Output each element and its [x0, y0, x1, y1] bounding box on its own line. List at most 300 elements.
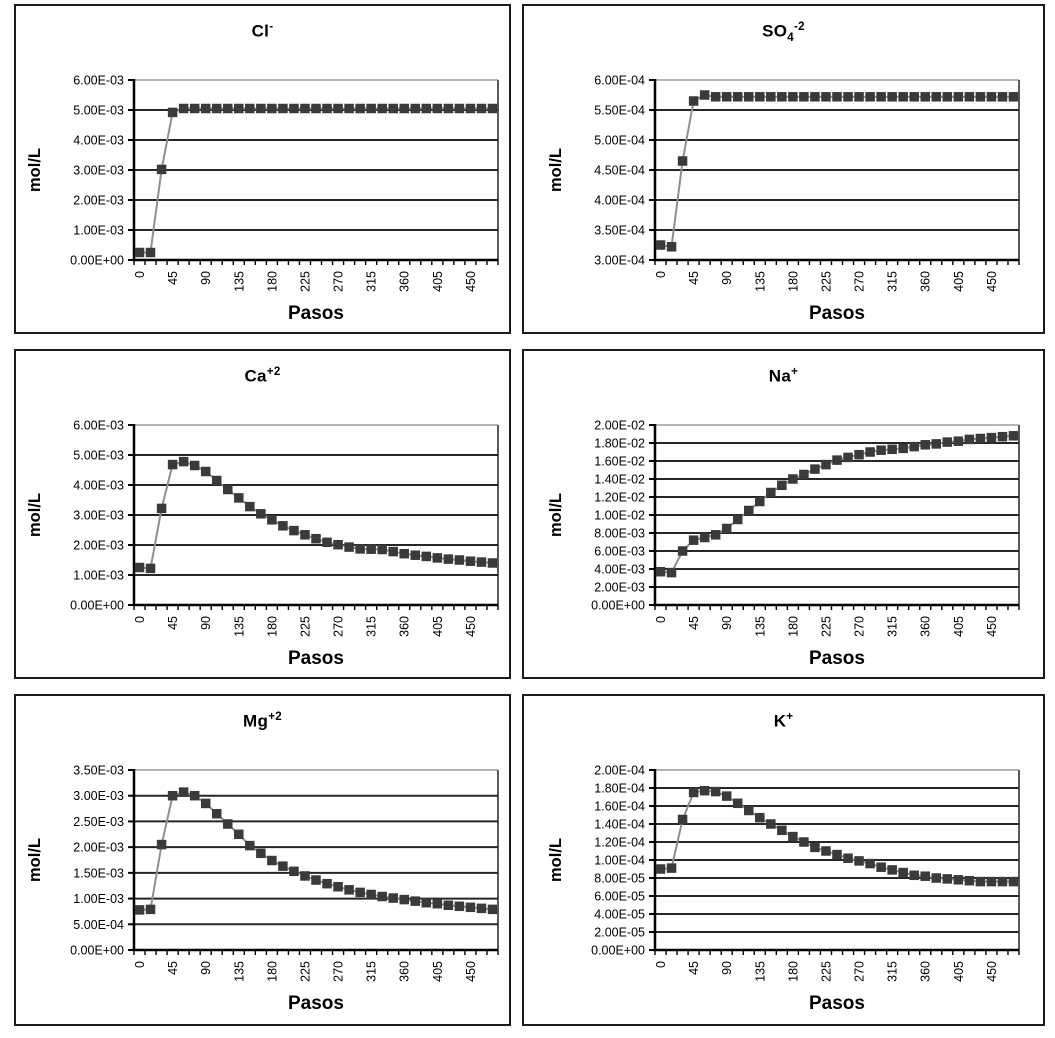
series-marker — [710, 530, 720, 540]
series-marker — [245, 841, 255, 851]
svg-text:360: 360 — [918, 961, 933, 982]
series-marker — [655, 567, 665, 577]
axis-ticks — [128, 425, 498, 610]
series-marker — [278, 104, 288, 114]
series-marker — [211, 104, 221, 114]
svg-text:1.00E-03: 1.00E-03 — [72, 568, 124, 583]
chart-title-sub: 4 — [787, 32, 795, 45]
series-marker — [898, 868, 908, 878]
series-marker — [986, 877, 996, 887]
series-marker — [964, 876, 974, 886]
series-marker — [843, 853, 853, 863]
series-marker — [388, 547, 398, 557]
series-marker — [256, 104, 266, 114]
series-marker — [189, 104, 199, 114]
series-marker — [699, 786, 709, 796]
series-marker — [975, 434, 985, 444]
svg-text:0: 0 — [653, 616, 668, 623]
svg-text:0: 0 — [653, 271, 668, 278]
series-marker — [134, 905, 144, 915]
chart-title-sup: - — [269, 21, 274, 33]
svg-text:180: 180 — [785, 271, 800, 292]
svg-text:6.00E-05: 6.00E-05 — [593, 889, 645, 904]
svg-text:1.60E-04: 1.60E-04 — [593, 799, 645, 814]
svg-text:0.00E+00: 0.00E+00 — [69, 943, 124, 958]
series-marker — [256, 849, 266, 859]
series-marker — [189, 461, 199, 471]
y-tick-labels — [70, 764, 124, 958]
svg-text:6.00E-03: 6.00E-03 — [593, 544, 645, 559]
series-marker — [986, 92, 996, 102]
y-tick-labels — [591, 419, 645, 613]
series-marker — [898, 444, 908, 454]
gridlines — [655, 770, 1019, 950]
chart-plot-na — [537, 397, 1031, 669]
svg-text:405: 405 — [430, 271, 445, 292]
svg-text:6.00E-03: 6.00E-03 — [72, 73, 124, 88]
series-marker — [322, 538, 332, 548]
series-marker — [788, 474, 798, 484]
series-marker — [487, 104, 497, 114]
y-axis-label: mol/L — [25, 148, 44, 193]
y-tick-labels — [70, 419, 124, 613]
svg-text:270: 270 — [852, 961, 867, 982]
svg-text:360: 360 — [397, 271, 412, 292]
data-series — [655, 431, 1017, 577]
series-marker — [410, 896, 420, 906]
series-marker — [942, 874, 952, 884]
chart-plot-k — [537, 742, 1031, 1014]
series-marker — [975, 92, 985, 102]
series-marker — [156, 165, 166, 175]
svg-text:5.00E-04: 5.00E-04 — [72, 917, 124, 932]
svg-text:360: 360 — [397, 961, 412, 982]
svg-text:135: 135 — [752, 271, 767, 292]
series-marker — [942, 92, 952, 102]
svg-text:0.00E+00: 0.00E+00 — [590, 943, 645, 958]
chart-title — [244, 361, 280, 394]
chart-title — [243, 706, 282, 739]
series-marker — [854, 450, 864, 460]
series-marker — [476, 104, 486, 114]
svg-text:45: 45 — [165, 616, 180, 630]
series-marker — [975, 877, 985, 887]
x-axis-label: Pasos — [287, 303, 344, 325]
svg-text:270: 270 — [852, 616, 867, 637]
series-marker — [666, 863, 676, 873]
series-marker — [399, 549, 409, 559]
svg-text:315: 315 — [364, 961, 379, 982]
series-marker — [476, 904, 486, 914]
series-marker — [732, 515, 742, 525]
series-marker — [843, 92, 853, 102]
y-axis-label: mol/L — [546, 148, 565, 193]
svg-text:90: 90 — [719, 271, 734, 285]
svg-text:405: 405 — [951, 961, 966, 982]
series-marker — [677, 156, 687, 166]
series-marker — [476, 557, 486, 567]
series-marker — [744, 92, 754, 102]
svg-text:1.80E-04: 1.80E-04 — [593, 781, 645, 796]
series-marker — [655, 864, 665, 874]
series-marker — [898, 92, 908, 102]
series-marker — [920, 440, 930, 450]
series-marker — [267, 856, 277, 866]
series-marker — [821, 846, 831, 856]
svg-text:1.00E-04: 1.00E-04 — [593, 853, 645, 868]
series-marker — [333, 882, 343, 892]
series-marker — [766, 92, 776, 102]
series-marker — [443, 901, 453, 911]
x-tick-labels — [654, 961, 999, 982]
series-marker — [145, 564, 155, 574]
series-marker — [278, 861, 288, 870]
svg-text:8.00E-03: 8.00E-03 — [593, 526, 645, 541]
series-marker — [333, 104, 343, 114]
series-marker — [920, 871, 930, 881]
series-marker — [200, 104, 210, 114]
series-marker — [732, 799, 742, 809]
series-marker — [377, 545, 387, 555]
chart-title-main: Ca — [244, 366, 267, 386]
series-marker — [710, 787, 720, 797]
series-marker — [189, 791, 199, 801]
x-tick-labels — [654, 616, 999, 637]
series-marker — [887, 865, 897, 875]
svg-text:5.00E-03: 5.00E-03 — [72, 448, 124, 463]
chart-title-main: K — [773, 711, 787, 731]
svg-text:405: 405 — [951, 616, 966, 637]
series-marker — [234, 104, 244, 114]
svg-text:4.00E-04: 4.00E-04 — [593, 193, 645, 208]
series-marker — [465, 556, 475, 566]
series-marker — [865, 92, 875, 102]
svg-text:405: 405 — [951, 271, 966, 292]
chart-panel-cl — [14, 4, 511, 334]
series-marker — [854, 92, 864, 102]
svg-text:45: 45 — [686, 271, 701, 285]
series-marker — [887, 92, 897, 102]
series-marker — [810, 843, 820, 853]
series-marker — [223, 485, 233, 495]
svg-text:5.00E-04: 5.00E-04 — [593, 133, 645, 148]
svg-text:405: 405 — [430, 616, 445, 637]
svg-text:180: 180 — [264, 961, 279, 982]
series-marker — [377, 892, 387, 902]
svg-text:225: 225 — [818, 616, 833, 637]
chart-title-sup: +2 — [266, 366, 281, 378]
svg-text:45: 45 — [686, 616, 701, 630]
svg-text:4.50E-04: 4.50E-04 — [593, 163, 645, 178]
series-marker — [688, 788, 698, 798]
svg-text:450: 450 — [463, 616, 478, 637]
svg-text:1.20E-04: 1.20E-04 — [593, 835, 645, 850]
series-marker — [799, 837, 809, 847]
chart-title — [252, 16, 274, 49]
series-marker — [688, 535, 698, 545]
svg-text:5.50E-04: 5.50E-04 — [593, 103, 645, 118]
svg-text:90: 90 — [719, 961, 734, 975]
svg-text:180: 180 — [785, 616, 800, 637]
chart-panel-so4 — [522, 4, 1045, 334]
svg-text:270: 270 — [852, 271, 867, 292]
svg-text:3.00E-04: 3.00E-04 — [593, 253, 645, 268]
svg-text:450: 450 — [984, 616, 999, 637]
chart-plot-mg — [16, 742, 510, 1014]
series-marker — [953, 436, 963, 446]
series-marker — [799, 470, 809, 480]
series-marker — [167, 108, 177, 118]
svg-text:2.00E-03: 2.00E-03 — [72, 193, 124, 208]
svg-text:270: 270 — [331, 616, 346, 637]
svg-text:6.00E-03: 6.00E-03 — [72, 418, 124, 433]
svg-text:225: 225 — [818, 271, 833, 292]
series-marker — [876, 862, 886, 872]
series-marker — [876, 445, 886, 455]
series-marker — [677, 546, 687, 556]
series-marker — [953, 92, 963, 102]
series-marker — [1008, 92, 1018, 102]
svg-text:0: 0 — [653, 961, 668, 968]
svg-text:45: 45 — [686, 961, 701, 975]
series-marker — [300, 530, 310, 540]
series-marker — [1008, 877, 1018, 887]
series-marker — [245, 502, 255, 512]
series-marker — [200, 467, 210, 477]
series-marker — [832, 850, 842, 860]
svg-text:4.00E-05: 4.00E-05 — [593, 907, 645, 922]
series-line — [660, 791, 1013, 882]
series-marker — [366, 544, 376, 554]
series-marker — [278, 521, 288, 531]
series-marker — [931, 873, 941, 883]
series-marker — [832, 92, 842, 102]
series-marker — [843, 453, 853, 463]
axis-ticks — [128, 770, 498, 955]
series-marker — [134, 248, 144, 258]
series-marker — [432, 899, 442, 909]
series-marker — [388, 893, 398, 903]
series-marker — [997, 432, 1007, 442]
series-marker — [766, 819, 776, 829]
y-axis-label: mol/L — [546, 493, 565, 538]
chart-title-main: SO — [762, 21, 788, 41]
svg-text:2.00E-03: 2.00E-03 — [593, 580, 645, 595]
y-tick-labels — [594, 74, 645, 268]
x-tick-labels — [133, 616, 478, 637]
y-axis-label: mol/L — [25, 493, 44, 538]
series-marker — [1008, 431, 1018, 441]
chart-panel-ca — [14, 349, 511, 679]
svg-text:1.80E-02: 1.80E-02 — [593, 436, 645, 451]
series-marker — [145, 905, 155, 915]
series-marker — [699, 90, 709, 100]
svg-text:90: 90 — [198, 616, 213, 630]
svg-text:450: 450 — [984, 961, 999, 982]
series-marker — [655, 240, 665, 250]
svg-text:1.00E-03: 1.00E-03 — [72, 223, 124, 238]
series-marker — [766, 488, 776, 498]
chart-plot-ca — [16, 397, 510, 669]
svg-text:360: 360 — [918, 271, 933, 292]
series-marker — [931, 92, 941, 102]
gridlines — [655, 425, 1019, 605]
series-marker — [997, 92, 1007, 102]
series-marker — [710, 92, 720, 102]
svg-text:180: 180 — [264, 616, 279, 637]
series-marker — [986, 433, 996, 443]
chart-title — [762, 16, 805, 49]
series-marker — [211, 809, 221, 819]
series-marker — [487, 905, 497, 915]
series-line — [139, 792, 492, 910]
svg-text:90: 90 — [198, 271, 213, 285]
data-series — [134, 787, 496, 914]
series-marker — [821, 460, 831, 470]
svg-text:90: 90 — [719, 616, 734, 630]
series-marker — [421, 898, 431, 908]
svg-text:2.00E-02: 2.00E-02 — [593, 418, 645, 433]
chart-title-sup: -2 — [794, 21, 805, 33]
series-marker — [777, 826, 787, 836]
series-marker — [677, 815, 687, 825]
series-marker — [788, 832, 798, 842]
series-marker — [443, 554, 453, 564]
series-marker — [421, 104, 431, 114]
series-marker — [688, 96, 698, 106]
series-marker — [454, 902, 464, 912]
series-marker — [909, 92, 919, 102]
series-marker — [953, 875, 963, 885]
series-marker — [355, 888, 365, 898]
series-marker — [344, 885, 354, 895]
series-marker — [211, 476, 221, 486]
series-marker — [909, 871, 919, 881]
svg-text:360: 360 — [918, 616, 933, 637]
svg-text:135: 135 — [231, 961, 246, 982]
series-marker — [355, 544, 365, 554]
series-marker — [322, 104, 332, 114]
svg-text:90: 90 — [198, 961, 213, 975]
svg-text:225: 225 — [297, 271, 312, 292]
svg-text:135: 135 — [231, 271, 246, 292]
chart-plot-cl — [16, 52, 510, 324]
series-marker — [454, 555, 464, 565]
series-marker — [744, 806, 754, 816]
series-marker — [432, 104, 442, 114]
svg-text:3.50E-04: 3.50E-04 — [593, 223, 645, 238]
series-marker — [465, 903, 475, 913]
series-marker — [964, 435, 974, 445]
svg-text:135: 135 — [231, 616, 246, 637]
svg-text:3.50E-03: 3.50E-03 — [72, 763, 124, 778]
series-marker — [399, 104, 409, 114]
series-marker — [865, 447, 875, 457]
series-marker — [942, 437, 952, 447]
svg-text:225: 225 — [818, 961, 833, 982]
y-tick-labels — [591, 764, 645, 958]
svg-text:315: 315 — [885, 271, 900, 292]
svg-text:0: 0 — [132, 616, 147, 623]
series-marker — [909, 442, 919, 452]
svg-text:2.00E-05: 2.00E-05 — [593, 925, 645, 940]
series-marker — [322, 879, 332, 889]
y-tick-labels — [70, 74, 124, 268]
series-marker — [810, 92, 820, 102]
svg-text:1.40E-02: 1.40E-02 — [593, 472, 645, 487]
svg-text:270: 270 — [331, 271, 346, 292]
series-marker — [755, 497, 765, 507]
series-marker — [134, 563, 144, 573]
series-marker — [289, 867, 299, 877]
series-marker — [344, 104, 354, 114]
series-marker — [267, 515, 277, 525]
series-marker — [755, 92, 765, 102]
svg-text:6.00E-04: 6.00E-04 — [593, 73, 645, 88]
series-marker — [388, 104, 398, 114]
svg-text:1.20E-02: 1.20E-02 — [593, 490, 645, 505]
chart-title — [769, 361, 798, 394]
series-marker — [399, 895, 409, 905]
svg-text:0.00E+00: 0.00E+00 — [69, 253, 124, 268]
series-marker — [699, 533, 709, 543]
series-marker — [777, 481, 787, 491]
series-marker — [156, 840, 166, 850]
chart-title-sup: +2 — [268, 711, 282, 723]
series-marker — [333, 540, 343, 550]
svg-text:180: 180 — [264, 271, 279, 292]
series-marker — [178, 787, 188, 797]
x-axis-label: Pasos — [287, 993, 344, 1015]
gridlines — [134, 425, 498, 605]
svg-text:1.00E-02: 1.00E-02 — [593, 508, 645, 523]
series-marker — [377, 104, 387, 114]
svg-text:3.00E-03: 3.00E-03 — [72, 163, 124, 178]
svg-text:5.00E-03: 5.00E-03 — [72, 103, 124, 118]
series-marker — [821, 92, 831, 102]
svg-text:315: 315 — [885, 616, 900, 637]
svg-text:0.00E+00: 0.00E+00 — [69, 598, 124, 613]
series-marker — [311, 104, 321, 114]
y-axis-label: mol/L — [25, 838, 44, 883]
chart-plot-so4 — [537, 52, 1031, 324]
series-marker — [200, 799, 210, 809]
series-marker — [410, 550, 420, 560]
chart-title-main: Na — [768, 366, 792, 386]
svg-text:1.00E-03: 1.00E-03 — [72, 892, 124, 907]
svg-text:360: 360 — [397, 616, 412, 637]
series-marker — [300, 871, 310, 881]
svg-text:315: 315 — [364, 271, 379, 292]
svg-text:405: 405 — [430, 961, 445, 982]
x-axis-label: Pasos — [808, 648, 865, 670]
series-marker — [755, 813, 765, 823]
axis-ticks — [649, 425, 1019, 610]
series-marker — [666, 242, 676, 252]
series-marker — [167, 791, 177, 801]
x-tick-labels — [654, 271, 999, 292]
chart-title — [774, 706, 794, 739]
chart-title-sup: + — [791, 366, 799, 378]
x-tick-labels — [133, 271, 478, 292]
series-marker — [245, 104, 255, 114]
series-marker — [799, 92, 809, 102]
series-marker — [223, 819, 233, 829]
series-marker — [355, 104, 365, 114]
svg-text:1.60E-02: 1.60E-02 — [593, 454, 645, 469]
series-marker — [997, 877, 1007, 887]
svg-text:3.00E-03: 3.00E-03 — [72, 508, 124, 523]
